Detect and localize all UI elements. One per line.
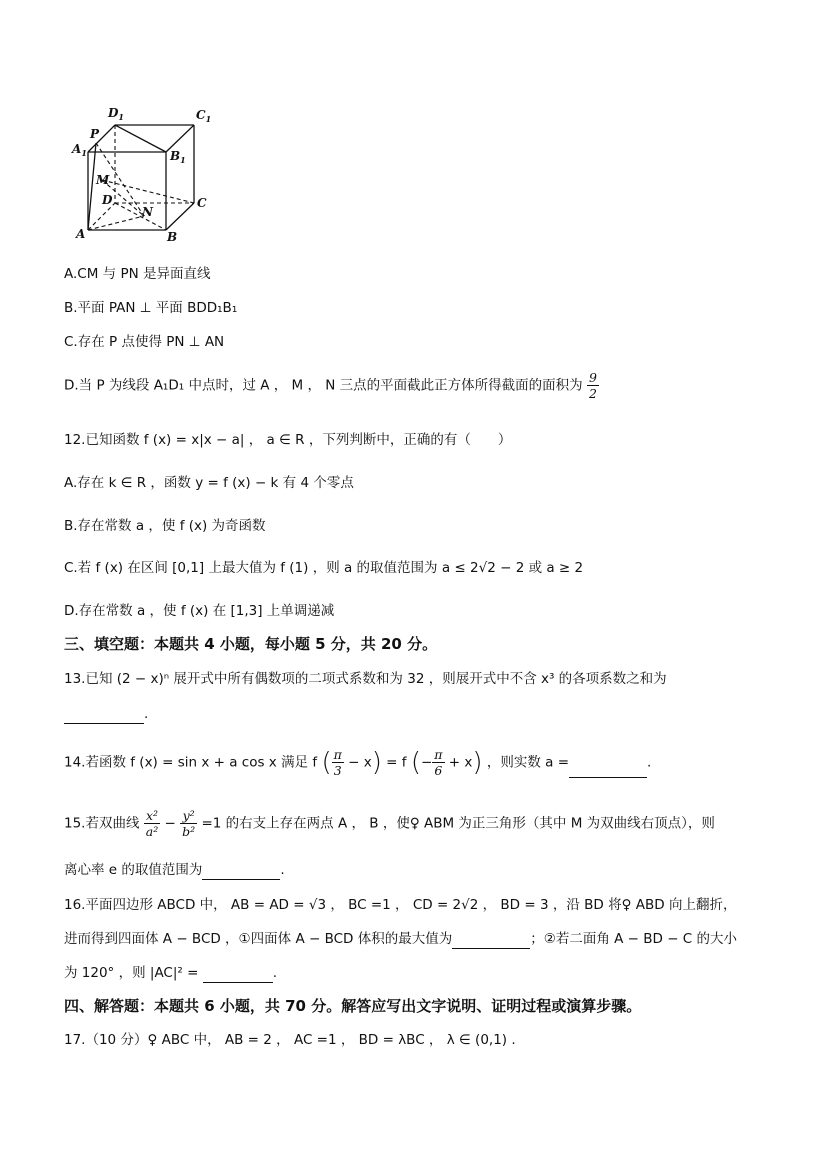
q14-stem: 14.若函数 f (x) = sin x + a cos x 满足 f ( $\frac{\pi}{3}$ − x) = f (− $\frac{\pi}{6}$ + x) ，则实数 a = .	[64, 747, 652, 778]
q17-stem: 17.（10 分）♀ ABC 中， AB = 2 ， AC =1 ， BD = λBC ， λ ∈ (0,1) .	[64, 1032, 516, 1048]
q16-line2: 进而得到四面体 A − BCD ，①四面体 A − BCD 体积的最大值为 ；②若二面角 A − BD − C 的大小	[64, 928, 737, 949]
label-n: N	[142, 205, 153, 219]
q11-option-d	[64, 370, 599, 401]
label-c1: $C_1$	[196, 108, 212, 124]
q11-option-d-fraction: $\frac{9}{2}$	[588, 370, 597, 401]
label-c: C	[197, 196, 207, 210]
q12-stem: 12.已知函数 f (x) = x|x − a| ， a ∈ R ，下列判断中，正确的有（ ）	[64, 432, 512, 448]
q12-option-b: B.存在常数 a ，使 f (x) 为奇函数	[64, 518, 266, 534]
q11-option-a: A.CM 与 PN 是异面直线	[64, 266, 211, 282]
q15-stem: 15.若双曲线 $\frac{\text{x²}}{\text{a²}}$ − $\frac{\text{y²}}{\text{b²}}$ =1 的右支上存在两点 A ， B ，使♀ ABM 为正三角形（其中 M 为双曲线右顶点），则	[64, 808, 715, 839]
label-b1: $B_1$	[170, 149, 186, 165]
label-p: P	[90, 127, 100, 141]
q11-option-c: C.存在 P 点使得 PN ⊥ AN	[64, 334, 225, 350]
label-a: A	[76, 227, 86, 241]
edge-d1b1	[115, 125, 166, 152]
label-b: B	[167, 230, 178, 244]
label-d1: $D_1$	[108, 106, 124, 122]
q13-stem: 13.已知 (2 − x)ⁿ 展开式中所有偶数项的二项式系数和为 32 ，则展开式中不含 x³ 的各项系数之和为	[64, 671, 667, 687]
section-3-heading: 三、填空题：本题共 4 小题，每小题 5 分，共 20 分。	[64, 635, 438, 653]
q11-option-d-text: D.当 P 为线段 A₁D₁ 中点时，过 A ， M ， N 三点的平面截此正方体所得截面的面积为	[64, 377, 583, 394]
q12-option-d: D.存在常数 a ，使 f (x) 在 [1,3] 上单调递减	[64, 603, 335, 619]
edge-db	[115, 203, 166, 230]
q11-option-b: B.平面 PAN ⊥ 平面 BDD₁B₁	[64, 300, 238, 316]
edge-bc	[166, 203, 194, 230]
label-a1: $A_1$	[72, 142, 87, 158]
section-4-heading: 四、解答题：本题共 6 小题，共 70 分。解答应写出文字说明、证明过程或演算步骤。	[64, 997, 642, 1015]
edge-pa	[88, 143, 96, 230]
q12-option-a: A.存在 k ∈ R ，函数 y = f (x) − k 有 4 个零点	[64, 475, 354, 491]
q15-line2: 离心率 e 的取值范围为 .	[64, 859, 285, 880]
q16-line3: 为 120° ，则 |AC|² = .	[64, 962, 277, 983]
q13-answer-blank: .	[64, 703, 148, 724]
edge-b1c1	[166, 125, 194, 152]
label-d: D	[102, 193, 113, 207]
edge-ad	[88, 203, 115, 230]
cube-figure	[60, 100, 220, 245]
q12-option-c: C.若 f (x) 在区间 [0,1] 上最大值为 f (1) ，则 a 的取值范围为 a ≤ 2√2 − 2 或 a ≥ 2	[64, 560, 584, 576]
edge-an	[88, 216, 144, 230]
label-m: M	[96, 173, 110, 187]
q16-line1: 16.平面四边形 ABCD 中， AB = AD = √3 ， BC =1 ， CD = 2√2 ， BD = 3 ，沿 BD 将♀ ABD 向上翻折，	[64, 897, 737, 913]
